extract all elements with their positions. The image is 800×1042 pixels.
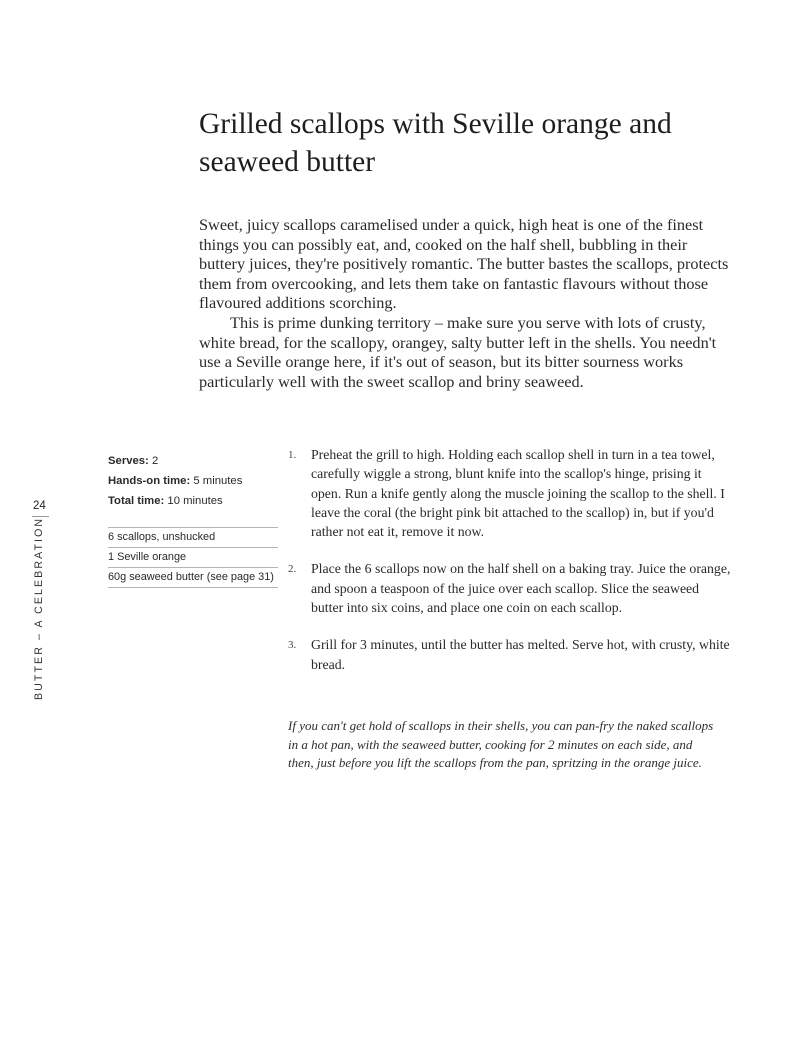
- serves-label: Serves:: [108, 455, 149, 467]
- step-text: Grill for 3 minutes, until the butter has melted. Serve hot, with crusty, white bread.: [311, 637, 730, 672]
- total-time-row: [108, 491, 278, 511]
- hands-on-time-row: [108, 471, 278, 491]
- method-steps: [288, 445, 733, 692]
- method-step: [288, 445, 733, 541]
- recipe-tip: If you can't get hold of scallops in their shells, you can pan-fry the naked scallops in a hot pan, with the seaweed butter, cooking for 2 minutes on each side, and then, just before you lift the scallops from the pan, spritzing in the orange juice.: [288, 718, 714, 771]
- ingredient-list: [108, 527, 278, 588]
- method-step: [288, 559, 733, 617]
- intro-paragraph: This is prime dunking territory – make sure you serve with lots of crusty, white bread, for the scallopy, orangey, salty butter left in the shells. You needn't use a Seville orange here, if it's out of season, but its bitter sourness works particularly well with the sweet scallop and briny seaweed.: [199, 312, 717, 391]
- serves-row: [108, 451, 278, 471]
- serves-value: 2: [151, 455, 159, 467]
- step-number: 2.: [288, 563, 297, 576]
- hands-on-time-label: Hands-on time:: [108, 475, 191, 487]
- total-time-value: 10 minutes: [167, 495, 223, 507]
- step-number: 1.: [288, 449, 297, 461]
- intro-paragraph: Sweet, juicy scallops caramelised under a quick, high heat is one of the finest things you can possibly eat, and, cooked on the half shell, bubbling in their buttery juices, they're positively romantic. The butter bastes the scallops, protects them from overcooking, and lets them take on fantastic flavours without those flavoured additions scorching.: [199, 215, 729, 313]
- recipe-title: Grilled scallops with Seville orange and seaweed butter: [199, 108, 672, 178]
- ingredient-item: 6 scallops, unshucked: [108, 527, 278, 547]
- page-number: 24: [33, 500, 46, 512]
- recipe-intro: [199, 215, 729, 391]
- step-text: Place the 6 scallops now on the half shell on a baking tray. Juice the orange, and spoon a teaspoon of the juice over each scallop. Slice the seaweed butter into six coins, and place one coin on each scallop.: [311, 561, 731, 616]
- ingredient-item: 1 Seville orange: [108, 547, 278, 567]
- step-text: Preheat the grill to high. Holding each scallop shell in turn in a tea towel, carefully wiggle a strong, blunt knife into the scallop's hinge, prising it open. Run a knife gently along the muscle joining the scallop to the shell. I leave the coral (the bright pink bit attached to the scallop) in, but if you'd rather not eat it, remove it now.: [311, 447, 725, 540]
- method-step: [288, 635, 733, 674]
- hands-on-time-value: 5 minutes: [193, 475, 243, 487]
- ingredient-item: 60g seaweed butter (see page 31): [108, 567, 278, 588]
- running-section-label: BUTTER – A CELEBRATION: [33, 516, 45, 700]
- step-number: 3.: [288, 639, 297, 652]
- recipe-meta: [108, 451, 278, 511]
- total-time-label: Total time:: [108, 495, 165, 507]
